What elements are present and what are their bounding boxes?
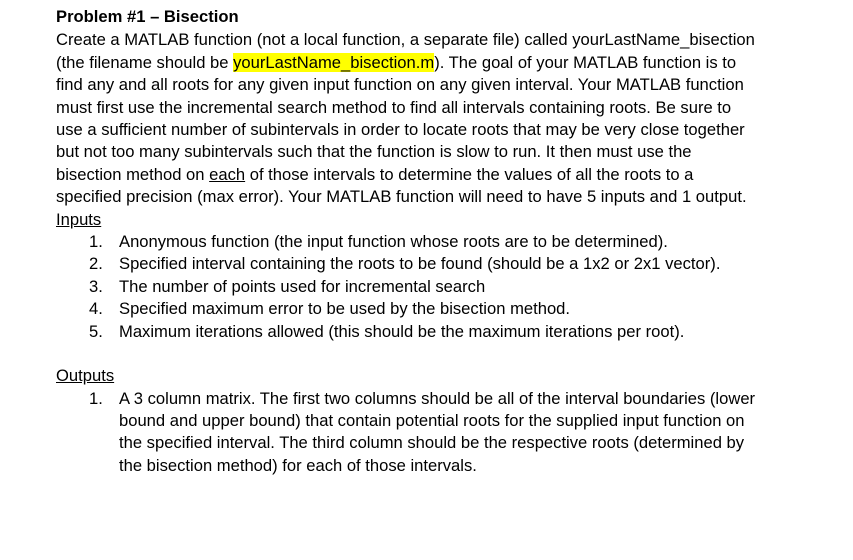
list-item-number: 4. — [89, 299, 103, 319]
section-spacer — [56, 343, 853, 365]
list-item — [56, 388, 853, 478]
output-line-2: bound and upper bound) that contain potential roots for the supplied input function on — [119, 410, 745, 430]
list-item-text: Specified interval containing the roots to be found (should be a 1x2 or 2x1 vector). — [119, 254, 721, 274]
list-item-text: Anonymous function (the input function whose roots are to be determined). — [119, 232, 668, 252]
document-page — [56, 6, 853, 477]
list-item-number: 5. — [89, 321, 103, 341]
list-item-number: 1. — [89, 232, 103, 252]
output-line-4: the bisection method) for each of those intervals. — [119, 455, 477, 475]
list-item-number: 3. — [89, 276, 103, 296]
list-item — [56, 276, 853, 298]
list-item-text: The number of points used for incremental search — [119, 276, 486, 296]
intro-line-7 — [56, 164, 853, 186]
intro-line-7-before: bisection method on — [56, 164, 210, 184]
highlighted-filename: yourLastName_bisection.m — [233, 52, 435, 72]
intro-line-5: use a sufficient number of subintervals in order to locate roots that may be very close together — [56, 120, 745, 140]
outputs-list — [56, 388, 853, 478]
list-item-text: Maximum iterations allowed (this should be the maximum iterations per root). — [119, 321, 685, 341]
list-item — [56, 253, 853, 275]
intro-line-2 — [56, 52, 853, 74]
underlined-each: each — [209, 164, 246, 184]
list-item-text: Specified maximum error to be used by the bisection method. — [119, 299, 571, 319]
intro-line-8: specified precision (max error). Your MATLAB function will need to have 5 inputs and 1 output. — [56, 187, 747, 207]
list-item — [56, 321, 853, 343]
intro-line-2-after: ). The goal of your MATLAB function is to — [434, 52, 737, 72]
intro-line-6: but not too many subintervals such that the function is slow to run. It then must use the — [56, 142, 692, 162]
problem-title: Problem #1 – Bisection — [56, 7, 239, 26]
intro-line-4: must first use the incremental search method to find all intervals containing roots. Be sure to — [56, 97, 732, 117]
intro-line-3: find any and all roots for any given input function on any given interval. Your MATLAB function — [56, 75, 744, 95]
intro-line-1: Create a MATLAB function (not a local function, a separate file) called yourLastName_bisection — [56, 30, 755, 50]
inputs-heading: Inputs — [56, 209, 102, 229]
list-item — [56, 298, 853, 320]
list-item — [56, 231, 853, 253]
list-item-number: 1. — [89, 388, 103, 408]
intro-line-7-after: of those intervals to determine the values of all the roots to a — [245, 164, 694, 184]
output-line-3: the specified interval. The third column should be the respective roots (determined by — [119, 433, 745, 453]
output-line-1: A 3 column matrix. The first two columns should be all of the interval boundaries (lower — [119, 388, 756, 408]
outputs-heading: Outputs — [56, 366, 115, 386]
intro-line-2-before: (the filename should be — [56, 52, 234, 72]
inputs-list — [56, 231, 853, 343]
intro-paragraph — [56, 29, 853, 208]
list-item-number: 2. — [89, 254, 103, 274]
